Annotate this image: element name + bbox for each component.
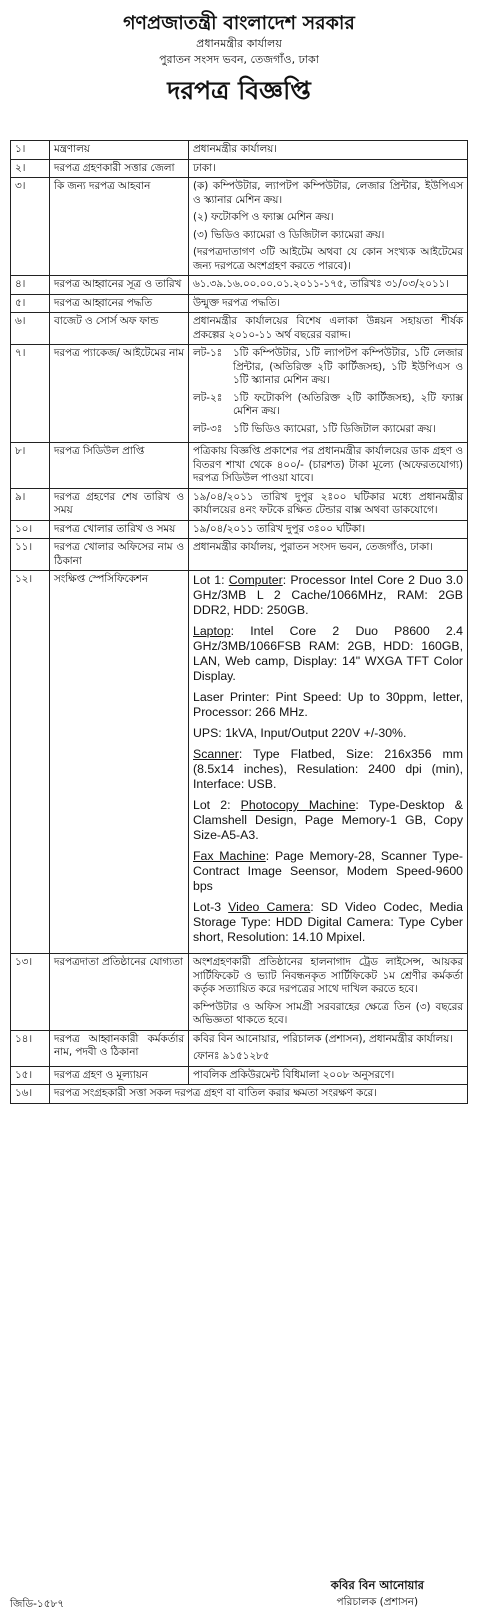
row-value: পাবলিক প্রকিউরমেন্ট বিধিমালা ২০০৮ অনুসরণে। — [189, 1066, 468, 1085]
spec-prefix: Lot 1: — [193, 573, 229, 587]
row-label: সংক্ষিপ্ত স্পেসিফিকেশন — [50, 571, 189, 954]
spec-paragraph — [193, 690, 463, 720]
table-row — [11, 488, 468, 520]
spec-paragraph — [193, 726, 463, 741]
row-number: ৬। — [11, 313, 50, 345]
spec-item-name: Fax Machine — [193, 849, 266, 863]
spec-paragraph — [193, 900, 463, 945]
notice-footer — [10, 1576, 468, 1620]
row-value — [189, 571, 468, 954]
spec-details: : Type-Desktop & Clamshell Design, Page Memory-1 GB, Copy Size-A5-A3. — [193, 798, 463, 842]
row-value: দরপত্র সংগ্রহকারী সত্তা সকল দরপত্র গ্রহণ বা বাতিল করার ক্ষমতা সংরক্ষণ করে। — [50, 1085, 468, 1104]
row-value: প্রধানমন্ত্রীর কার্যালয়। — [189, 141, 468, 160]
table-row — [11, 1066, 468, 1085]
lot-label: লট-২ঃ — [193, 391, 223, 404]
row-number: ৭। — [11, 345, 50, 443]
spec-item-name: Laptop — [193, 624, 231, 638]
spec-details: : Page Memory-28, Scanner Type-Contract Image Seensor, Modem Speed-9600 bps — [193, 849, 464, 893]
row-value: ১৯/০৪/২০১১ তারিখ দুপুর ৩ঃ০০ ঘটিকা। — [189, 520, 468, 539]
row-value: উন্মুক্ত দরপত্র পদ্ধতি। — [189, 294, 468, 313]
row-number: ৩। — [11, 178, 50, 276]
spec-details: : SD Video Codec, Media Storage Type: HDD Digital Camera: Type Cyber short, Resolution: 14.10 Mpixel. — [193, 900, 463, 944]
value-paragraph: কবির বিন আনোয়ার, পরিচালক (প্রশাসন), প্রধানমন্ত্রীর কার্যালয়। — [193, 1032, 453, 1045]
row-label: দরপত্র আহ্বানকারী কর্মকর্তার নাম, পদবী ও ঠিকানা — [50, 1030, 189, 1066]
row-label: বাজেট ও সোর্স অফ ফান্ড — [50, 313, 189, 345]
row-number: ৪। — [11, 276, 50, 295]
table-row — [11, 539, 468, 571]
row-value: ১৯/০৪/২০১১ তারিখ দুপুর ২ঃ০০ ঘটিকার মধ্যে প্রধানমন্ত্রীর কার্যালয়ের ৪নং ফটকে রক্ষিত টেন্ডার বাক্স অথবা ডাকযোগে। — [189, 488, 468, 520]
row-value: ৬১.৩৯.১৬.০০.০০.০১.২০১১-১৭৫, তারিখঃ ৩১/০৩/২০১১। — [189, 276, 468, 295]
row-number: ৮। — [11, 443, 50, 489]
row-number: ১৪। — [11, 1030, 50, 1066]
spec-prefix: Laser Printer: Pint Speed: Up to 30ppm, letter, Processor: 266 MHz. — [193, 690, 463, 719]
spec-details: : Processor Intel Core 2 Duo 3.0 GHz/3MB L 2 Cache/1066MHz, RAM: 2GB DDR2, HDD: 250GB. — [193, 573, 463, 617]
table-row — [11, 954, 468, 1031]
row-number: ৫। — [11, 294, 50, 313]
signatory-title: পরিচালক (প্রশাসন) — [336, 1596, 419, 1608]
lot-text: ১টি ভিডিও ক্যামেরা, ১টি ডিজিটাল ক্যামেরা ক্রয়। — [233, 422, 436, 435]
row-value — [189, 345, 468, 443]
spec-details: : Type Flatbed, Size: 216x356 mm (8.5x14 inches), Resulation: 2400 dpi (min), Interface: USB. — [193, 747, 463, 791]
lot-label: লট-৩ঃ — [193, 422, 223, 435]
row-label: দরপত্রদাতা প্রতিষ্ঠানের যোগ্যতা — [50, 954, 189, 1031]
value-paragraph: (দরপত্রদাতাগণ ৩টি আইটেম অথবা যে কোন সংখ্যক আইটেমের জন্য দরপত্রে অংশগ্রহণ করতে পারবে)। — [193, 246, 463, 272]
spec-details: : Intel Core 2 Duo P8600 2.4 GHz/3MB/1066FSB RAM: 2GB, HDD: 160GB, LAN, Web camp, Display: 14" WXGA TFT Color Display. — [193, 624, 463, 683]
lot-item — [193, 423, 463, 437]
spec-prefix: Lot 2: — [193, 798, 241, 812]
spec-prefix: Lot-3 — [193, 900, 229, 914]
table-row — [11, 1085, 468, 1104]
value-paragraph: (২) ফটোকপি ও ফ্যাক্স মেশিন ক্রয়। — [193, 211, 334, 223]
gd-code: জিডি-১৫৮৭ — [10, 1598, 65, 1610]
spec-item-name: Photocopy Machine — [240, 798, 356, 812]
table-row — [11, 313, 468, 345]
spec-paragraph — [193, 798, 463, 843]
row-number: ১। — [11, 141, 50, 160]
row-label: দরপত্র খোলার অফিসের নাম ও ঠিকানা — [50, 539, 189, 571]
value-paragraph: অংশগ্রহণকারী প্রতিষ্ঠানের হালনাগাদ ট্রেড লাইসেন্স, আয়কর সার্টিফিকেট ও ভ্যাট নিবন্ধনকৃত সার্টিফিকেট ১ম শ্রেণীর কর্মকর্তা কর্তৃক সত্যায়িত করে দরপত্রের সাথে দাখিল করতে হবে। — [193, 956, 463, 995]
tender-table — [10, 140, 468, 1104]
lot-label: লট-১ঃ — [193, 347, 223, 359]
spec-paragraph — [193, 624, 463, 684]
signatory-name: কবির বিন আনোয়ার — [330, 1578, 424, 1592]
row-label: দরপত্র সিডিউল প্রাপ্তি — [50, 443, 189, 489]
table-row — [11, 294, 468, 313]
row-value: প্রধানমন্ত্রীর কার্যালয়ের বিশেষ এলাকা উন্নয়ন সহায়তা শীর্ষক প্রকল্পের ২০১০-১১ অর্থ বছরের বরাদ্দ। — [189, 313, 468, 345]
lot-text: ১টি কম্পিউটার, ১টি ল্যাপটপ কম্পিউটার, ১টি লেজার প্রিন্টার, (অতিরিক্ত ২টি কার্টিজসহ), ১টি ইউপিএস ও ১টি স্ক্যানার মেশিন ক্রয়। — [233, 347, 463, 386]
table-row — [11, 276, 468, 295]
table-row — [11, 520, 468, 539]
table-row — [11, 345, 468, 443]
lot-item — [193, 392, 463, 419]
row-label: দরপত্র খোলার তারিখ ও সময় — [50, 520, 189, 539]
row-label: দরপত্র প্যাকেজ/ আইটেমের নাম — [50, 345, 189, 443]
table-row — [11, 1030, 468, 1066]
row-number: ২। — [11, 159, 50, 178]
government-name: গণপ্রজাতন্ত্রী বাংলাদেশ সরকার — [123, 12, 355, 34]
table-row — [11, 571, 468, 954]
row-label: দরপত্র গ্রহণের শেষ তারিখ ও সময় — [50, 488, 189, 520]
row-number: ১৬। — [11, 1085, 50, 1104]
office-name: প্রধানমন্ত্রীর কার্যালয় — [196, 37, 282, 50]
value-paragraph: (ক) কম্পিউটার, ল্যাপটপ কম্পিউটার, লেজার প্রিন্টার, ইউপিএস ও স্ক্যানার মেশিন ক্রয়। — [193, 180, 463, 206]
spec-paragraph — [193, 573, 463, 618]
row-number: ১২। — [11, 571, 50, 954]
row-value — [189, 178, 468, 276]
spec-item-name: Computer — [228, 573, 283, 587]
notice-header — [0, 0, 478, 108]
table-row — [11, 443, 468, 489]
row-label: কি জন্য দরপত্র আহবান — [50, 178, 189, 276]
office-address: পুরাতন সংসদ ভবন, তেজগাঁও, ঢাকা — [159, 53, 319, 66]
table-row — [11, 159, 468, 178]
spec-item-name: Scanner — [193, 747, 239, 761]
table-row — [11, 178, 468, 276]
notice-title: দরপত্র বিজ্ঞপ্তি — [167, 76, 311, 105]
row-number: ১৩। — [11, 954, 50, 1031]
row-number: ১১। — [11, 539, 50, 571]
value-paragraph: ফোনঃ ৯১৫১২৮৫ — [193, 1050, 270, 1062]
lot-text: ১টি ফটোকপি (অতিরিক্ত ২টি কার্টিজসহ), ২টি ফ্যাক্স মেশিন ক্রয়। — [233, 391, 463, 417]
spec-paragraph — [193, 747, 463, 792]
row-value: ঢাকা। — [189, 159, 468, 178]
row-number: ১৫। — [11, 1066, 50, 1085]
row-number: ৯। — [11, 488, 50, 520]
table-row — [11, 141, 468, 160]
row-value — [189, 1030, 468, 1066]
row-label: দরপত্র গ্রহণ ও মূল্যায়ন — [50, 1066, 189, 1085]
row-value: প্রধানমন্ত্রীর কার্যালয়, পুরাতন সংসদ ভবন, তেজগাঁও, ঢাকা। — [189, 539, 468, 571]
row-value: পত্রিকায় বিজ্ঞপ্তি প্রকাশের পর প্রধানমন্ত্রীর কার্যালয়ের ডাক গ্রহণ ও বিতরণ শাখা থেকে ৪০০/- (চারশত) টাকা মূল্যে (অফেরতযোগ্য) দরপত্র সিডিউল পাওয়া যাবে। — [189, 443, 468, 489]
spec-prefix: UPS: 1kVA, Input/Output 220V +/-30%. — [193, 726, 407, 740]
signature-block — [331, 1576, 424, 1610]
row-value — [189, 954, 468, 1031]
value-paragraph: কম্পিউটার ও অফিস সামগ্রী সরবরাহের ক্ষেত্রে তিন (৩) বছরের অভিজ্ঞতা থাকতে হবে। — [193, 1000, 463, 1026]
spec-item-name: Video Camera — [228, 900, 311, 914]
row-number: ১০। — [11, 520, 50, 539]
row-label: দরপত্র আহ্বানের সূত্র ও তারিখ — [50, 276, 189, 295]
value-paragraph: (৩) ভিডিও ক্যামেরা ও ডিজিটাল ক্যামেরা ক্রয়। — [193, 228, 385, 241]
spec-paragraph — [193, 849, 463, 894]
row-label: দরপত্র আহ্বানের পদ্ধতি — [50, 294, 189, 313]
lot-item — [193, 347, 463, 388]
row-label: মন্ত্রণালয় — [50, 141, 189, 160]
row-label: দরপত্র গ্রহণকারী সত্তার জেলা — [50, 159, 189, 178]
